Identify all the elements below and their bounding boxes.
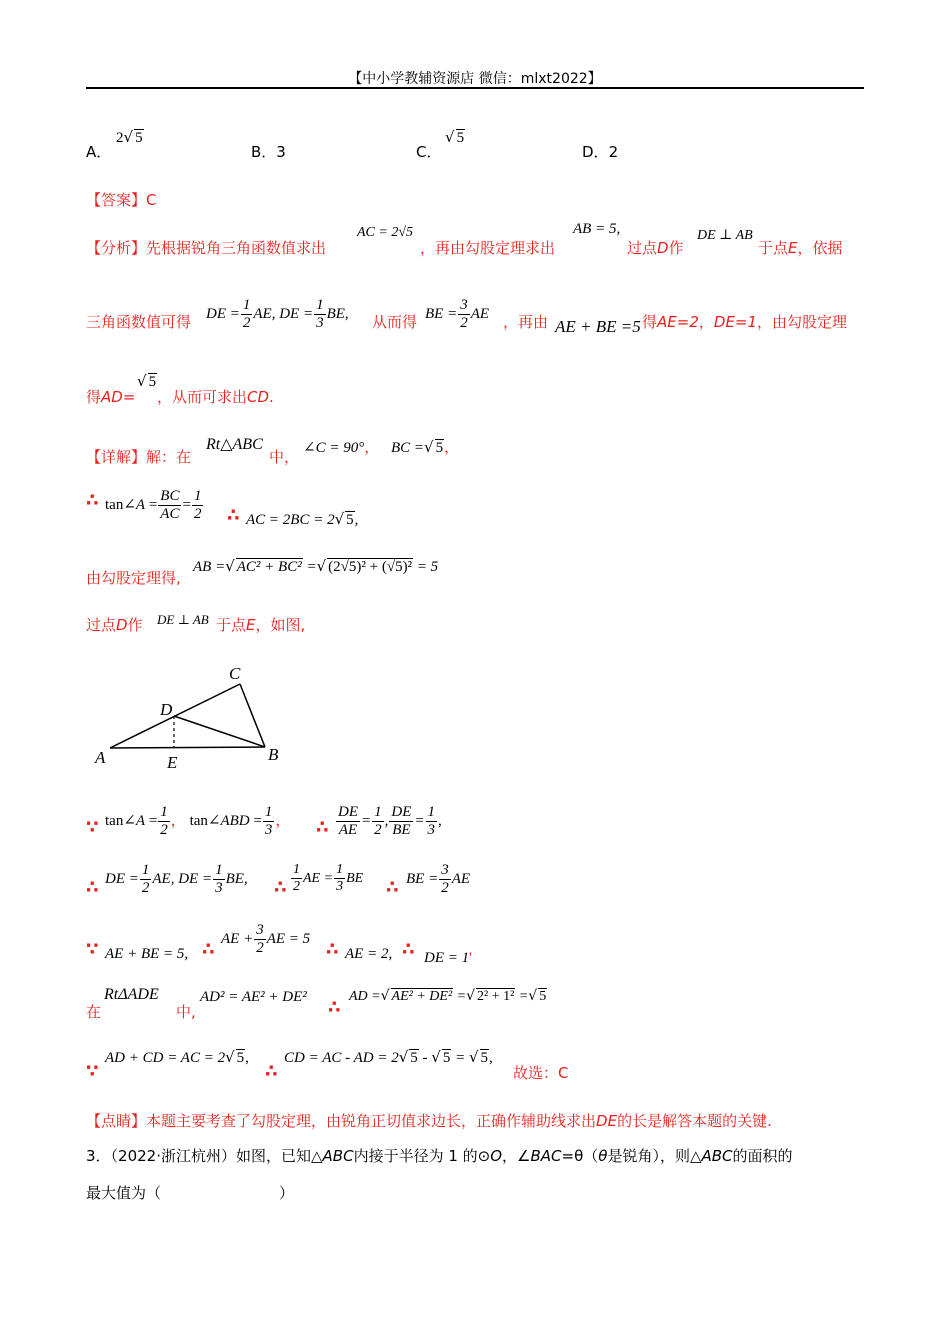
answer-line xyxy=(86,189,157,210)
analysis-text: ，依据 xyxy=(797,239,843,257)
detail-half-third: $\frac{1}{2}$ AE = $\frac{1}{3}$ BE xyxy=(293,862,364,895)
option-a-value: 2√ 5 xyxy=(116,128,143,146)
label-e: E xyxy=(167,753,178,772)
detail-be-eq: BE = $\frac{3}{2}$ AE xyxy=(406,862,471,897)
analysis-line-1 xyxy=(86,237,326,258)
comment-line xyxy=(86,1110,772,1131)
question-3-line-2 xyxy=(86,1182,294,1203)
detail-text: 于点 xyxy=(216,616,247,634)
analysis-eq-be: BE = $\frac{3}{2}$ AE xyxy=(425,297,490,332)
therefore-icon: ∴ xyxy=(86,877,99,898)
detail-choice: C xyxy=(558,1064,569,1082)
option-c-label: C． xyxy=(416,143,442,161)
therefore-icon: ∴ xyxy=(227,505,240,526)
detail-cd-eq: CD = AC - AD = 2√ 5 - √ 5 = √ 5, xyxy=(284,1048,493,1066)
page-header: 【中小学教辅资源店 微信：mlxt2022】 xyxy=(348,71,602,87)
analysis-line-2a: 三角函数值可得 xyxy=(86,313,192,331)
analysis-eq-ac: AC = 2√5 xyxy=(357,225,414,240)
therefore-icon: ∴ xyxy=(265,1061,278,1082)
option-c-value: √ 5 xyxy=(445,128,465,146)
therefore-icon: ∴ xyxy=(326,939,339,960)
analysis-line-2d xyxy=(642,311,847,332)
detail-text: ，如图, xyxy=(255,616,306,634)
analysis-tag: 【分析】 xyxy=(86,239,147,257)
question-text: ，∠ xyxy=(502,1147,531,1165)
segment-db xyxy=(174,716,265,747)
triangle-figure xyxy=(90,660,300,775)
detail-rt-abc: Rt△ABC xyxy=(206,436,263,453)
question-text: =θ（ xyxy=(561,1147,599,1165)
analysis-text: ，从而可求出 xyxy=(157,388,248,406)
label-b: B xyxy=(268,745,279,764)
detail-text: 过点 xyxy=(86,616,117,634)
analysis-line-3a xyxy=(86,386,135,407)
because-icon: ∵ xyxy=(86,939,99,960)
detail-eq-bc: BC =√ 5， xyxy=(391,438,460,456)
detail-ratio-eq: $\frac{DE}{AE}$ = $\frac{1}{2}$ , $\frac{DE}{BE}$ = $\frac{1}{3}$ , xyxy=(338,804,442,839)
option-d xyxy=(582,141,618,162)
detail-zhong: 中, xyxy=(176,1003,196,1021)
because-icon: ∵ xyxy=(86,817,99,838)
detail-ad-sq: AD² = AE² + DE² xyxy=(200,989,307,1005)
analysis-sqrt5: √ 5 xyxy=(137,372,157,390)
point-label: D xyxy=(657,239,669,257)
option-a-coef: 2 xyxy=(116,130,124,146)
label-d: D xyxy=(160,700,173,719)
option-b-label: B． xyxy=(251,143,277,161)
analysis-text: . xyxy=(269,388,274,406)
analysis-text: ， xyxy=(698,313,714,331)
option-d-label: D． xyxy=(582,143,609,161)
analysis-eq-ab: AB = 5, xyxy=(573,221,621,237)
point-label: D xyxy=(116,616,128,634)
analysis-value: AE=2 xyxy=(657,313,699,331)
detail-text: 解：在 xyxy=(146,448,192,466)
detail-sum-eq: AE + BE = 5, xyxy=(105,946,189,962)
therefore-icon: ∴ xyxy=(202,939,215,960)
detail-in-label: 在 xyxy=(86,1003,102,1021)
point-label: E xyxy=(246,616,256,634)
analysis-text-2: ，再由勾股定理求出 xyxy=(420,239,556,257)
detail-tag: 【详解】 xyxy=(86,448,147,466)
segment-cb xyxy=(240,684,265,747)
option-b xyxy=(251,141,286,162)
option-a-radicand: 5 xyxy=(135,130,143,146)
detail-sum-sub: AE + $\frac{3}{2}$ AE = 5 xyxy=(221,922,311,957)
therefore-icon: ∴ xyxy=(328,997,341,1018)
header-rule xyxy=(86,87,864,89)
question-text: 3．（2022·浙江杭州）如图，已知△ xyxy=(86,1147,323,1165)
analysis-text: 先根据锐角三角函数值求出 xyxy=(146,239,327,257)
analysis-text-3 xyxy=(627,237,684,258)
detail-tan-line xyxy=(86,490,99,511)
label-c: C xyxy=(229,664,241,683)
therefore-icon: ∴ xyxy=(86,490,99,511)
option-a-label: A． xyxy=(86,143,112,161)
analysis-value: DE=1 xyxy=(713,313,758,331)
question-var: ABC xyxy=(322,1147,354,1165)
detail-eq-angle: ∠C = 90°， xyxy=(303,440,380,456)
detail-perp-line xyxy=(86,614,143,635)
detail-pythag-label: 由勾股定理得, xyxy=(86,569,181,587)
answer-value: C xyxy=(146,191,157,209)
detail-text: 故选： xyxy=(513,1064,559,1082)
detail-eq-tan: tan∠A = $\frac{BC}{AC}$ = $\frac{1}{2}$ xyxy=(105,488,202,523)
analysis-text: 过点 xyxy=(627,239,658,257)
question-3-line-1 xyxy=(86,1145,793,1166)
detail-adcd-eq: AD + CD = AC = 2√ 5, xyxy=(105,1048,249,1066)
question-text: 的面积的 xyxy=(732,1147,793,1165)
analysis-text: 得 xyxy=(86,388,102,406)
therefore-icon: ∴ xyxy=(316,817,329,838)
detail-eq-ac: AC = 2BC = 2√ 5, xyxy=(246,510,359,528)
analysis-line-3b xyxy=(157,386,274,407)
detail-ad-value: AD =√ AE² + DE² =√ 2² + 1² =√ 5 xyxy=(349,988,547,1004)
answer-tag: 【答案】 xyxy=(86,191,147,209)
comment-text: 的长是解答本题的关键. xyxy=(617,1112,772,1130)
segment-ab xyxy=(110,747,265,748)
analysis-value: CD xyxy=(247,388,270,406)
point-label: E xyxy=(788,239,798,257)
analysis-eq-perp: DE ⊥ AB xyxy=(697,228,753,243)
analysis-eq-de: DE = $\frac{1}{2}$ AE, DE = $\frac{1}{3}$ BE, xyxy=(206,297,349,332)
analysis-text: ，由勾股定理 xyxy=(757,313,848,331)
option-c xyxy=(416,141,441,162)
detail-line-1b: 中， xyxy=(269,448,300,466)
detail-rt-ade: RtΔADE xyxy=(104,986,159,1003)
therefore-icon: ∴ xyxy=(274,877,287,898)
detail-ae-value: AE = 2, xyxy=(345,946,393,962)
analysis-text: 于点 xyxy=(758,239,789,257)
analysis-text-4 xyxy=(758,237,843,258)
question-var: O xyxy=(490,1147,503,1165)
question-text: ） xyxy=(279,1184,295,1202)
label-a: A xyxy=(95,748,106,767)
question-var: ABC xyxy=(701,1147,733,1165)
option-c-radicand: 5 xyxy=(456,130,465,146)
detail-eq-ab: AB =√ AC² + BC² =√ (2√5)² + (√5)² = 5 xyxy=(193,557,439,575)
detail-perp-line-b xyxy=(216,614,305,635)
analysis-text: 得 xyxy=(642,313,658,331)
question-var: θ xyxy=(598,1147,608,1165)
detail-de-eq: DE = $\frac{1}{2}$ AE, DE = $\frac{1}{3}$ BE, xyxy=(105,862,248,897)
question-text: 最大值为（ xyxy=(86,1184,162,1202)
detail-line-1a xyxy=(86,446,191,467)
analysis-line-2b: 从而得 xyxy=(372,313,418,331)
analysis-value: AD= xyxy=(101,388,136,406)
analysis-line-2c: ，再由 xyxy=(503,313,549,331)
detail-choose xyxy=(513,1062,569,1083)
option-a xyxy=(86,141,111,162)
because-icon: ∵ xyxy=(86,1061,99,1082)
option-d-value: 2 xyxy=(608,143,619,161)
option-b-value: 3 xyxy=(276,143,286,161)
analysis-text: 作 xyxy=(668,239,684,257)
detail-text: 作 xyxy=(127,616,143,634)
therefore-icon: ∴ xyxy=(386,877,399,898)
question-text: 内接于半径为 1 的⊙ xyxy=(353,1147,491,1165)
analysis-eq-sum: AE + BE =5 xyxy=(555,317,641,336)
detail-tan-relations: tan∠A = $\frac{1}{2}$ ， tan∠ABD = $\frac{1}{3}$ ， xyxy=(105,804,291,839)
comment-value: DE xyxy=(596,1112,618,1130)
question-text: 是锐角），则△ xyxy=(607,1147,702,1165)
comment-tag: 【点睛】 xyxy=(86,1112,147,1130)
question-var: BAC xyxy=(530,1147,562,1165)
comment-text: 本题主要考查了勾股定理，由锐角正切值求边长，正确作辅助线求出 xyxy=(146,1112,597,1130)
therefore-icon: ∴ xyxy=(402,939,415,960)
detail-eq-perp: DE ⊥ AB xyxy=(157,612,209,627)
detail-de-value: DE = 1' xyxy=(424,950,472,966)
